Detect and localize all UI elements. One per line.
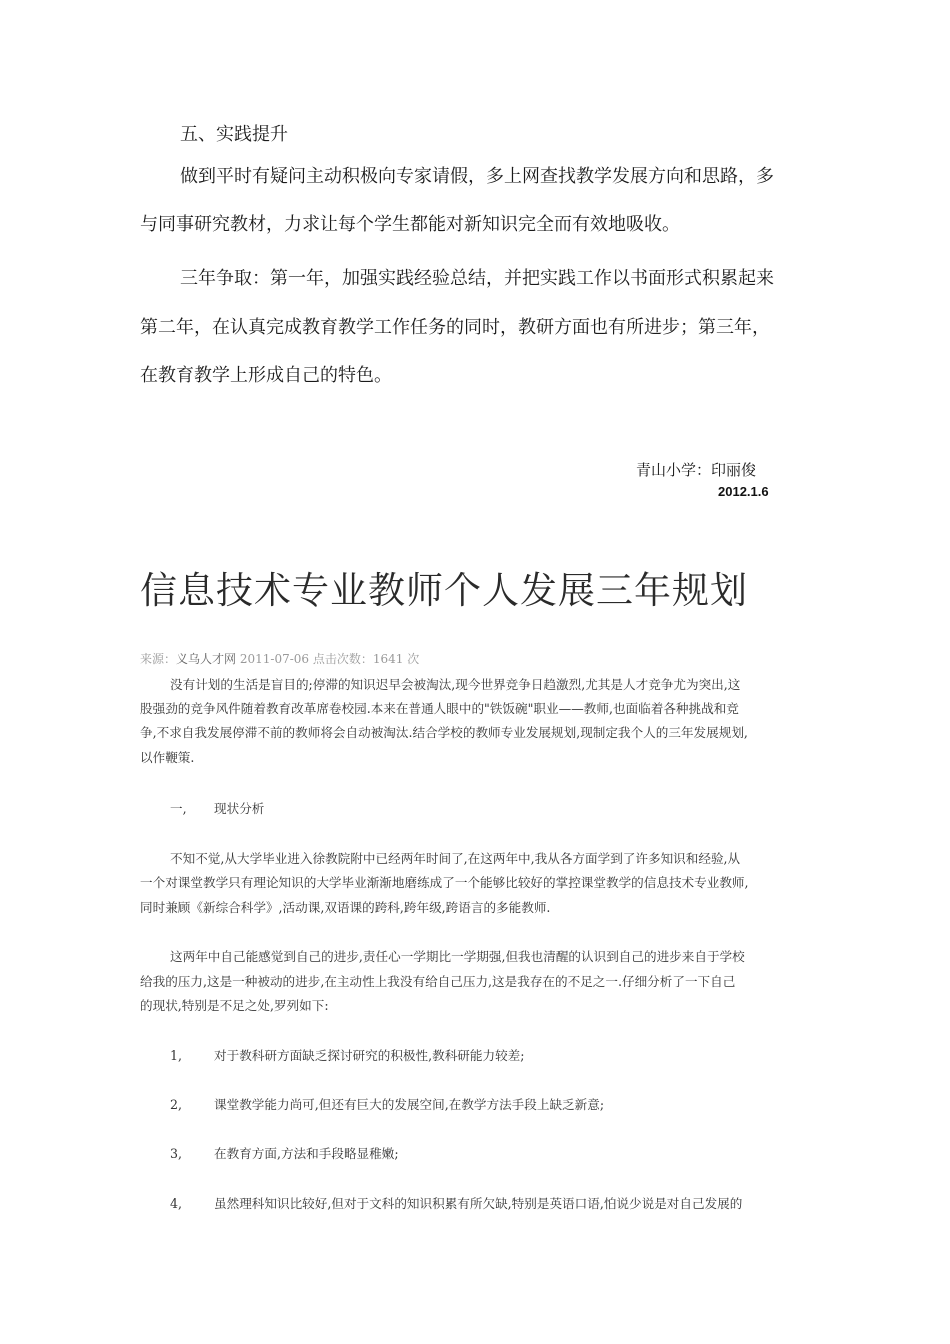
paragraph-line: 这两年中自己能感觉到自己的进步,责任心一学期比一学期强,但我也清醒的认识到自己的进步来自于学校 <box>170 949 745 964</box>
list-item <box>170 1045 525 1064</box>
source-prefix: 来源： <box>140 652 177 666</box>
signature-date: 2012.1.6 <box>718 484 769 499</box>
section-title: 现状分析 <box>214 801 265 816</box>
article-title: 信息技术专业教师个人发展三年规划 <box>140 569 748 612</box>
paragraph-line: 争,不求自我发展停滞不前的教师将会自动被淘汰.结合学校的教师专业发展规划,现制定我个人的三年发展规划, <box>140 725 748 740</box>
paragraph-line: 与同事研究教材，力求让每个学生都能对新知识完全而有效地吸收。 <box>140 214 680 235</box>
list-number: 4, <box>170 1196 183 1211</box>
paragraph-line: 做到平时有疑问主动积极向专家请假，多上网查找教学发展方向和思路，多 <box>180 166 774 187</box>
paragraph-line: 的现状,特别是不足之处,罗列如下: <box>140 998 329 1013</box>
paragraph-line: 第二年，在认真完成教育教学工作任务的同时，教研方面也有所进步；第三年， <box>140 317 770 338</box>
list-number: 3, <box>170 1146 183 1161</box>
list-number: 1, <box>170 1048 183 1063</box>
list-item <box>170 1094 604 1113</box>
list-text: 在教育方面,方法和手段略显稚嫩; <box>214 1146 399 1161</box>
article-source <box>140 650 419 667</box>
list-item <box>170 1193 742 1212</box>
source-meta: 2011-07-06 点击次数：1641 次 <box>239 652 420 666</box>
list-text: 课堂教学能力尚可,但还有巨大的发展空间,在教学方法手段上缺乏新意; <box>214 1097 605 1112</box>
section-heading: 五、实践提升 <box>180 124 288 145</box>
list-number: 2, <box>170 1097 183 1112</box>
section-heading <box>170 798 264 817</box>
list-text: 虽然理科知识比较好,但对于文科的知识积累有所欠缺,特别是英语口语,怕说少说是对自己发展的 <box>214 1196 743 1211</box>
paragraph-line: 一个对课堂教学只有理论知识的大学毕业渐渐地磨练成了一个能够比较好的掌控课堂教学的信息技术专业教师, <box>140 875 749 890</box>
list-text: 对于教科研方面缺乏探讨研究的积极性,教科研能力较差; <box>214 1048 525 1063</box>
paragraph-line: 三年争取：第一年，加强实践经验总结，并把实践工作以书面形式积累起来 <box>180 268 774 289</box>
list-item <box>170 1143 399 1162</box>
paragraph-line: 不知不觉,从大学毕业进入徐教院附中已经两年时间了,在这两年中,我从各方面学到了许多知识和经验,从 <box>170 851 741 866</box>
signature: 青山小学：印丽俊 <box>636 461 757 479</box>
paragraph-line: 同时兼顾《新综合科学》,活动课,双语课的跨科,跨年级,跨语言的多能教师. <box>140 900 551 915</box>
source-site-link[interactable]: 义乌人才网 <box>176 652 237 666</box>
paragraph-line: 给我的压力,这是一种被动的进步,在主动性上我没有给自己压力,这是我存在的不足之一.仔细分析了一下自己 <box>140 974 736 989</box>
section-number: 一, <box>170 801 187 816</box>
paragraph-line: 股强劲的竞争风件随着教育改革席卷校园.本来在普通人眼中的"铁饭碗"职业——教师,也面临着各种挑战和竞 <box>140 701 739 716</box>
paragraph-line: 在教育教学上形成自己的特色。 <box>140 365 392 386</box>
paragraph-line: 没有计划的生活是盲目的;停滞的知识迟早会被淘汰,现今世界竞争日趋激烈,尤其是人才竞争尤为突出,这 <box>170 677 741 692</box>
paragraph-line: 以作鞭策. <box>140 750 195 765</box>
